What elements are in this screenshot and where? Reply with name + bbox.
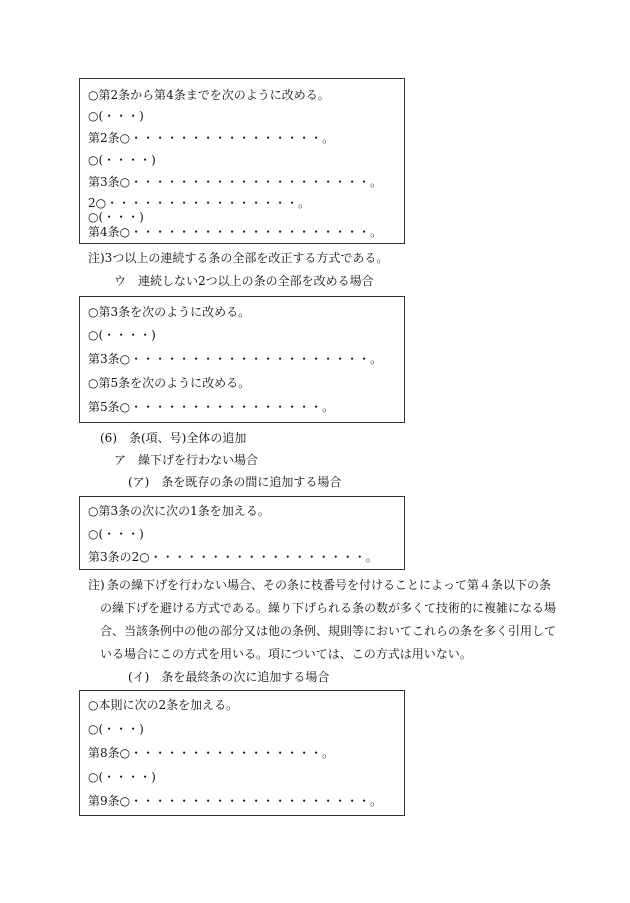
- note-2-line-3: 合、当該条例中の他の部分又は他の条例、規則等においてこれらの条を多く引用して: [100, 624, 557, 638]
- example-box-2: [79, 296, 405, 423]
- box4-line-2: ○(・・・): [88, 722, 144, 736]
- heading-a: ア 繰下げを行わない場合: [114, 453, 259, 467]
- box1-line-8: 第4条○・・・・・・・・・・・・・・・・・・・・。: [88, 225, 383, 239]
- box1-line-7: ○(・・・): [88, 210, 144, 224]
- box1-line-1: ○第2条から第4条までを次のように改める。: [88, 88, 330, 102]
- example-box-3: [79, 496, 405, 570]
- heading-6: (6) 条(項、号)全体の追加: [100, 431, 247, 445]
- note-2-line-4: いる場合にこの方式を用いる。項については、この方式は用いない。: [100, 647, 472, 661]
- box2-line-5: 第5条○・・・・・・・・・・・・・・・・。: [88, 400, 335, 414]
- box1-line-2: ○(・・・): [88, 109, 144, 123]
- box4-line-3: 第8条○・・・・・・・・・・・・・・・・。: [88, 746, 335, 760]
- box4-line-5: 第9条○・・・・・・・・・・・・・・・・・・・・。: [88, 794, 383, 808]
- note-2-prefix: 注): [88, 578, 105, 592]
- note-2-line-1: 条の繰下げを行わない場合、その条に枝番号を付けることによって第４条以下の条: [107, 578, 552, 592]
- box4-line-1: ○本則に次の2条を加える。: [88, 698, 239, 712]
- box3-line-1: ○第3条の次に次の1条を加える。: [88, 504, 270, 518]
- box2-line-1: ○第3条を次のように改める。: [88, 305, 251, 319]
- box1-line-5: 第3条○・・・・・・・・・・・・・・・・・・・・。: [88, 175, 383, 189]
- heading-a1: (ア) 条を既存の条の間に追加する場合: [128, 475, 342, 489]
- box2-line-3: 第3条○・・・・・・・・・・・・・・・・・・・・。: [88, 352, 383, 366]
- box3-line-3: 第3条の2○・・・・・・・・・・・・・・・・・・。: [88, 550, 378, 564]
- box1-line-3: 第2条○・・・・・・・・・・・・・・・・。: [88, 131, 335, 145]
- box2-line-2: ○(・・・・): [88, 328, 156, 342]
- box1-line-4: ○(・・・・): [88, 153, 156, 167]
- heading-u: ウ 連続しない2つ以上の条の全部を改める場合: [114, 274, 374, 288]
- box1-line-6: 2○・・・・・・・・・・・・・・・・。: [88, 196, 311, 210]
- note-1: 注)3つ以上の連続する条の全部を改正する方式である。: [88, 251, 389, 265]
- box2-line-4: ○第5条を次のように改める。: [88, 376, 251, 390]
- box4-line-4: ○(・・・・): [88, 770, 156, 784]
- heading-a2: (イ) 条を最終条の次に追加する場合: [128, 670, 330, 684]
- example-box-4: [79, 690, 405, 816]
- box3-line-2: ○(・・・): [88, 527, 144, 541]
- example-box-1: [79, 78, 405, 244]
- note-2-line-2: の繰下げを避ける方式である。繰り下げられる条の数が多くて技術的に複雑になる場: [100, 601, 557, 615]
